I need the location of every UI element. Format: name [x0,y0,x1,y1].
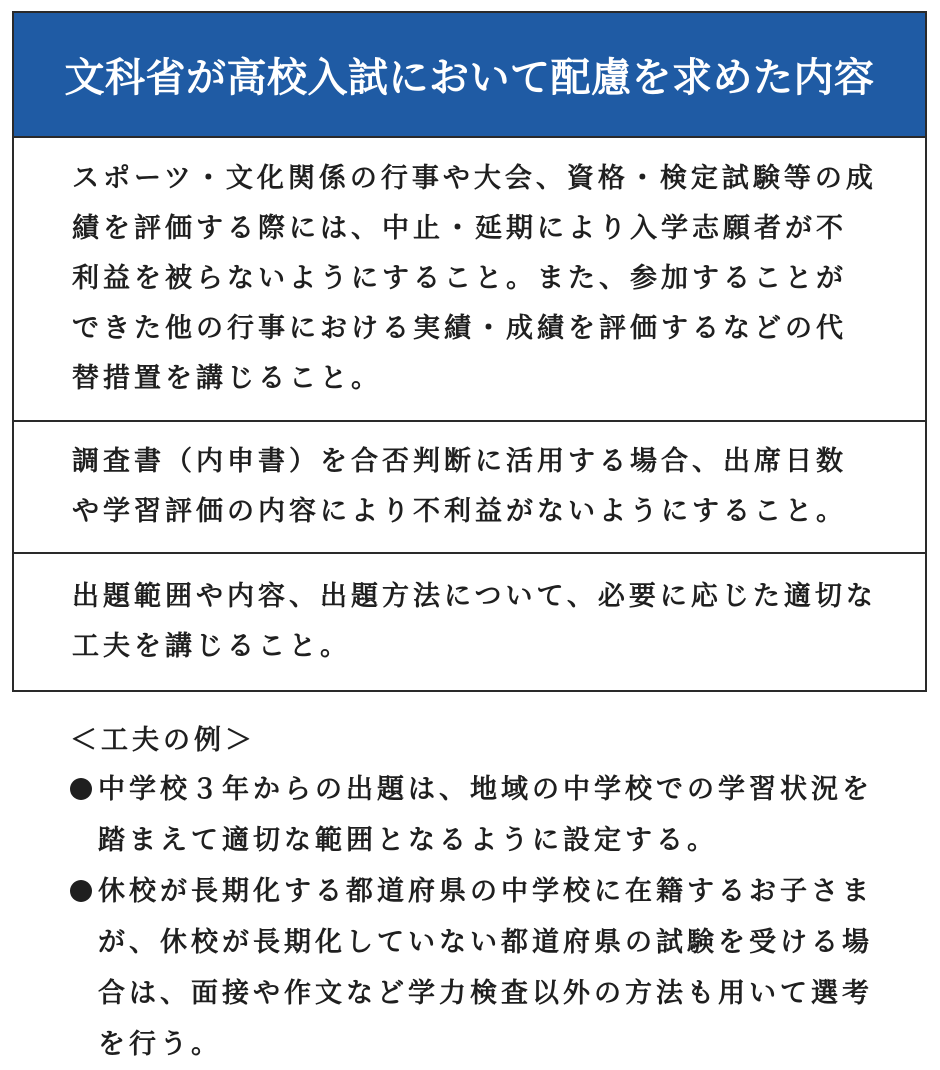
considerations-panel [12,11,927,692]
example-item [70,764,890,866]
example-text: 休校が長期化する都道府県の中学校に在籍するお子さまが、休校が長期化していない都道府県の試験を受ける場合は、面接や作文など学力検査以外の方法も用いて選考を行う。 [98,876,873,1060]
panel-header [14,13,925,138]
consideration-text: 出題範囲や内容、出題方法について、必要に応じた適切な工夫を講じること。 [72,581,877,663]
consideration-text: スポーツ・文化関係の行事や大会、資格・検定試験等の成績を評価する際には、中止・延期により入学志願者が不利益を被らないようにすること。また、参加することができた他の行事における実績・成績を評価するなどの代替措置を講じること。 [72,162,877,394]
example-item [70,866,890,1070]
bullet-icon [70,880,92,902]
consideration-text: 調査書（内申書）を合否判断に活用する場合、出席日数や学習評価の内容により不利益がないようにすること。 [72,446,847,528]
example-text: 中学校３年からの出題は、地域の中学校での学習状況を踏まえて適切な範囲となるように設定する。 [98,774,873,856]
examples-heading: ＜工夫の例＞ [70,725,256,756]
examples-section [70,718,890,1070]
panel-title: 文科省が高校入試において配慮を求めた内容 [64,54,875,101]
consideration-row [14,420,925,553]
consideration-row [14,138,925,420]
bullet-icon [70,778,92,800]
consideration-row [14,552,925,690]
